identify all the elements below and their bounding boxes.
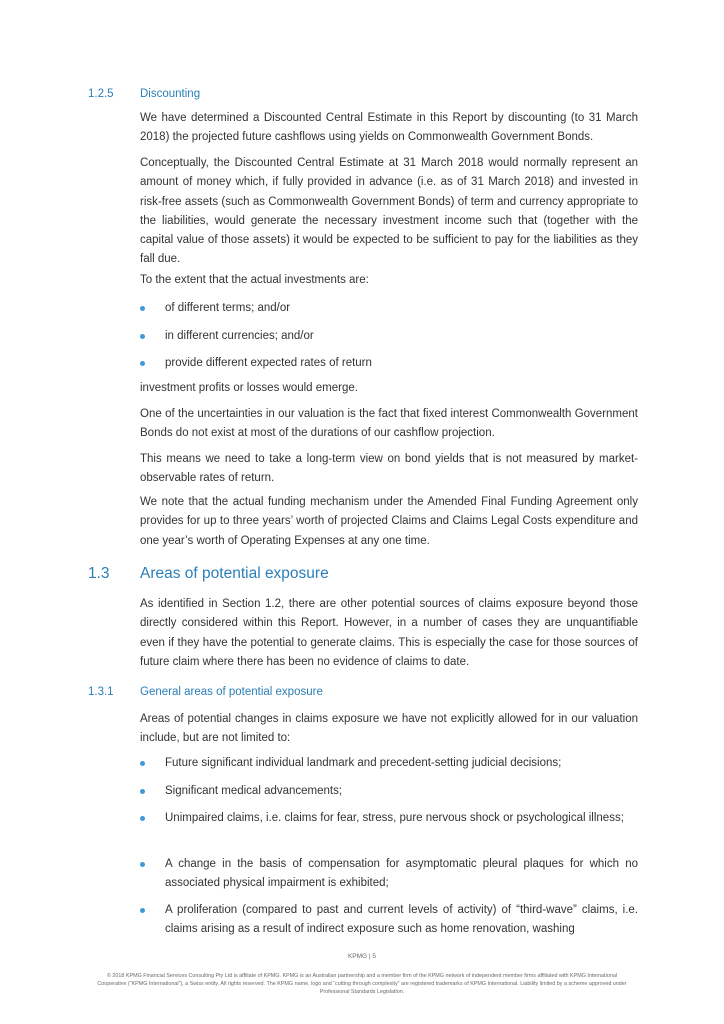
list-item xyxy=(140,354,638,373)
bullet-icon xyxy=(140,789,145,794)
paragraph: investment profits or losses would emerge. xyxy=(140,382,358,394)
list-item xyxy=(140,901,638,940)
list-item-text: A proliferation (compared to past and current levels of activity) of “third-wave” claims, i.e. claims arising as a result of indirect exposure such as home renovation, washing xyxy=(165,904,638,936)
list-item-text: Future significant individual landmark and precedent-setting judicial decisions; xyxy=(165,757,562,769)
list-item xyxy=(140,299,638,318)
list-item xyxy=(140,327,638,346)
paragraph: We have determined a Discounted Central Estimate in this Report by discounting (to 31 March 2018) the projected future cashflows using yields on Commonwealth Government Bonds. xyxy=(140,112,638,144)
page-number: KPMG | 5 xyxy=(347,953,377,960)
list-item-text: Unimpaired claims, i.e. claims for fear, stress, pure nervous shock or psychological illness; xyxy=(165,812,624,824)
legal-disclaimer: © 2018 KPMG Financial Services Consulting Pty Ltd is affiliate of KPMG. KPMG is an Australian partnership and a member firm of the KPMG network of independent member firms affiliated with KPMG International Cooperative (“KPMG International”), a Swiss entity. All rights reserved. The KPMG name, logo and “cutting through complexity” are registered trademarks of KPMG International. Liability limited by a scheme approved under Professional Standards Legislation. xyxy=(97,973,627,996)
bullet-icon xyxy=(140,334,145,339)
list-item xyxy=(140,855,638,894)
list-item-text: Significant medical advancements; xyxy=(165,785,343,797)
section-title: Discounting xyxy=(140,88,201,100)
paragraph: Conceptually, the Discounted Central Estimate at 31 March 2018 would normally represent an amount of money which, if fully provided in advance (i.e. as of 31 March 2018) and invested in risk-free assets (such as Commonwealth Government Bonds) of term and currency appropriate to the liabilities, would generate the necessary investment income such that (together with the capital value of those assets) it would be expected to be sufficient to pay for the liabilities as they fall due. xyxy=(140,157,638,266)
list-item-text: provide different expected rates of return xyxy=(165,357,372,369)
list-item xyxy=(140,782,638,801)
paragraph: One of the uncertainties in our valuation is the fact that fixed interest Commonwealth Government Bonds do not exist at most of the durations of our cashflow projection. xyxy=(140,408,638,440)
section-title: Areas of potential exposure xyxy=(140,565,329,582)
list-item-text: of different terms; and/or xyxy=(165,302,291,314)
bullet-icon xyxy=(140,361,145,366)
paragraph: We note that the actual funding mechanism under the Amended Final Funding Agreement only provides for up to three years’ worth of projected Claims and Claims Legal Costs expenditure and one year’s worth of Operating Expenses at any one time. xyxy=(140,496,638,547)
paragraph: Areas of potential changes in claims exposure we have not explicitly allowed for in our valuation include, but are not limited to: xyxy=(140,713,638,745)
bullet-icon xyxy=(140,908,145,913)
bullet-icon xyxy=(140,306,145,311)
paragraph: This means we need to take a long-term view on bond yields that is not measured by market-observable rates of return. xyxy=(140,453,638,485)
section-number: 1.2.5 xyxy=(88,88,114,100)
paragraph: As identified in Section 1.2, there are other potential sources of claims exposure beyond those directly considered within this Report. However, in a number of cases they are unquantifiable even if they have the potential to generate claims. This is especially the case for those sources of future claim where there has been no evidence of claims to date. xyxy=(140,598,638,668)
section-number: 1.3 xyxy=(88,565,110,582)
list-item xyxy=(140,809,638,828)
list-item-text: in different currencies; and/or xyxy=(165,330,314,342)
bullet-icon xyxy=(140,761,145,766)
section-title: General areas of potential exposure xyxy=(140,686,323,698)
bullet-icon xyxy=(140,862,145,867)
section-number: 1.3.1 xyxy=(88,686,114,698)
bullet-icon xyxy=(140,816,145,821)
paragraph: To the extent that the actual investments are: xyxy=(140,274,369,286)
list-item-text: A change in the basis of compensation for asymptomatic pleural plaques for which no associated physical impairment is exhibited; xyxy=(165,858,638,890)
list-item xyxy=(140,754,638,773)
